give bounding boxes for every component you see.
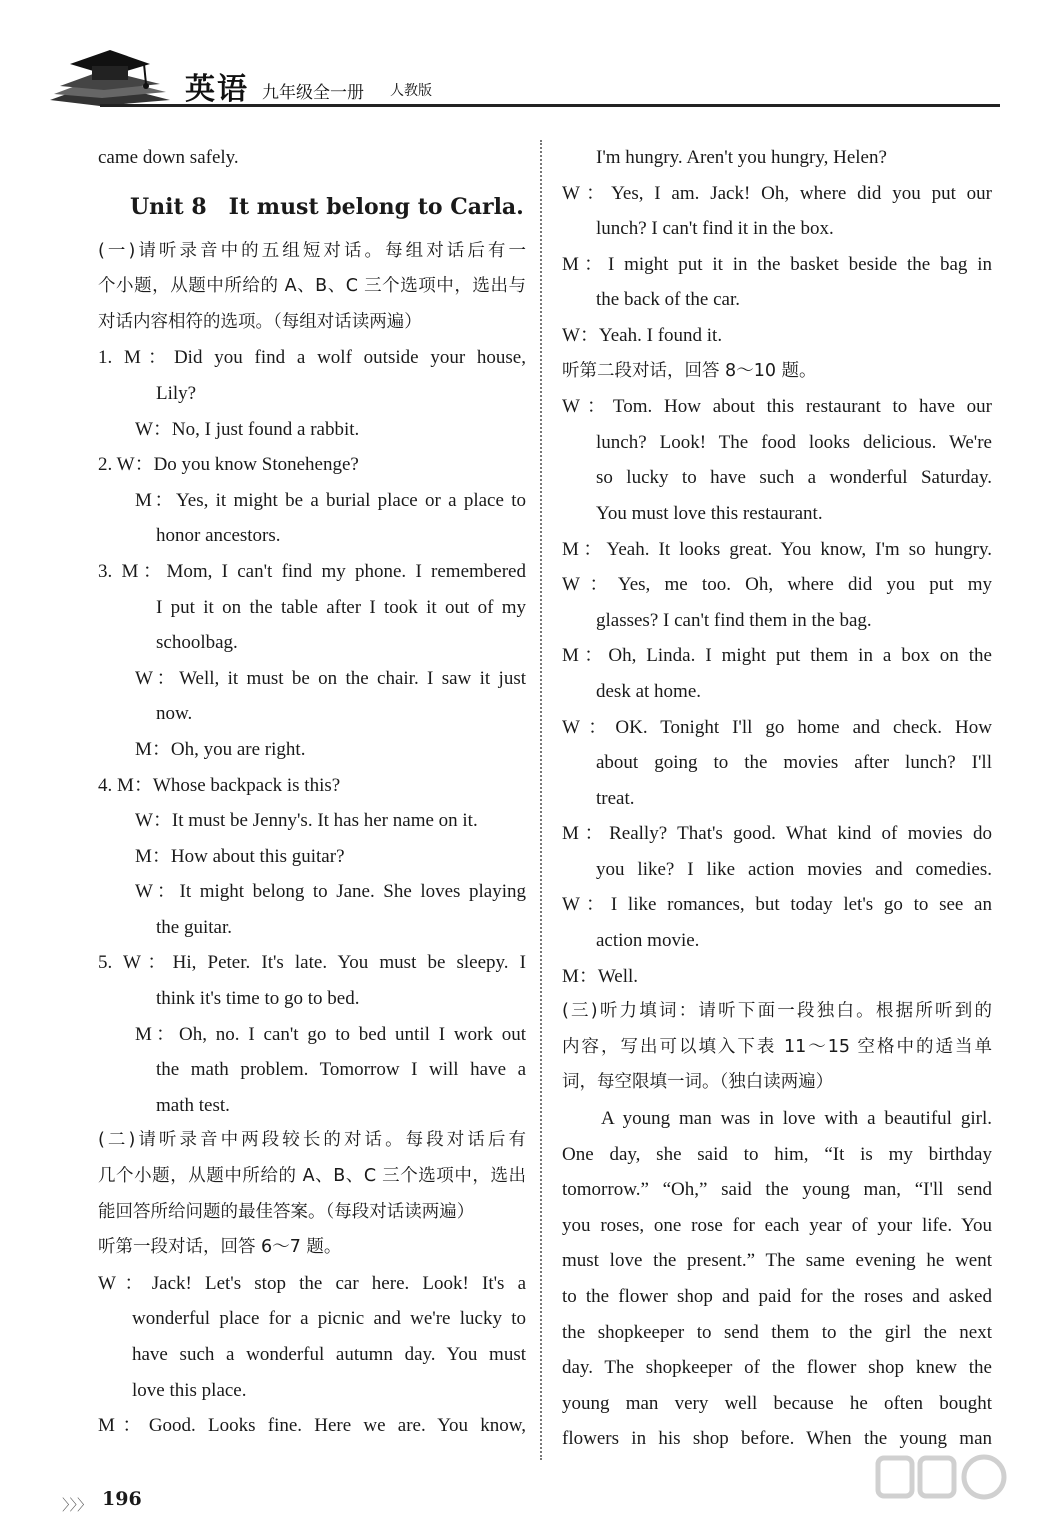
page-header xyxy=(0,0,1055,120)
unit-name: It must belong to Carla. xyxy=(228,193,524,220)
dialogue-line: treat. xyxy=(596,787,635,809)
subject-title: 英语 xyxy=(185,72,249,107)
section-instruction: (一)请听录音中的五组短对话。每组对话后有一 xyxy=(98,240,526,261)
dialogue-line: I'm hungry. Aren't you hungry, Helen? xyxy=(596,147,887,168)
dialogue-line: W：Tom. How about this restaurant to have our xyxy=(562,396,992,418)
passage-line: the shopkeeper to send them to the girl the next xyxy=(562,1321,992,1343)
dialogue-line: 4. M：Whose backpack is this? xyxy=(98,774,341,796)
dialogue-line: about going to the movies after lunch? I'll xyxy=(596,752,992,774)
unit-heading xyxy=(98,176,526,234)
passage-line: young man very well because he often bought xyxy=(562,1392,992,1414)
section-instruction: 对话内容相符的选项。（每组对话读两遍） xyxy=(98,311,422,332)
dialogue-line: W：Yes, me too. Oh, where did you put my xyxy=(562,574,992,596)
dialogue-line: glasses? I can't find them in the bag. xyxy=(596,609,872,631)
dialogue-line: W：Yeah. I found it. xyxy=(562,324,723,346)
dialogue-line: W：Well, it must be on the chair. I saw it just xyxy=(135,667,526,689)
dialogue-line: I put it on the table after I took it out of my xyxy=(156,596,526,618)
dialogue-line: 1. M：Did you find a wolf outside your house, xyxy=(98,347,526,369)
dialogue-line: 2. W：Do you know Stonehenge? xyxy=(98,454,359,476)
dialogue-line: M：I might put it in the basket beside the bag in xyxy=(562,253,992,275)
passage-line: day. The shopkeeper of the flower shop knew the xyxy=(562,1357,992,1379)
grade-label: 九年级全一册 xyxy=(262,83,364,103)
dialogue-line: math test. xyxy=(156,1094,230,1116)
dialogue-line: honor ancestors. xyxy=(156,525,281,547)
passage-line: must love the present.” The same evening he went xyxy=(562,1250,992,1272)
unit-number: Unit 8 xyxy=(130,193,207,220)
section-instruction: 能回答所给问题的最佳答案。（每段对话读两遍） xyxy=(98,1201,475,1222)
watermark-logo xyxy=(868,1454,1018,1530)
dialogue-line: wonderful place for a picnic and we're lucky to xyxy=(132,1308,526,1330)
edition-label: 人教版 xyxy=(390,83,432,99)
dialogue-line: W：No, I just found a rabbit. xyxy=(135,418,360,440)
dialogue-line: M：Oh, you are right. xyxy=(135,738,306,760)
right-column xyxy=(562,140,992,1457)
dialogue-line: the guitar. xyxy=(156,916,232,938)
text-line: came down safely. xyxy=(98,147,239,168)
section-instruction: (三)听力填词：请听下面一段独白。根据所听到的 xyxy=(562,1001,992,1022)
passage-line: you roses, one rose for each year of your life. You xyxy=(562,1214,992,1236)
dialogue-line: M：Good. Looks fine. Here we are. You know, xyxy=(98,1415,526,1437)
dialogue-line: now. xyxy=(156,703,193,725)
dialogue-line: the back of the car. xyxy=(596,289,741,311)
dialogue-line: think it's time to go to bed. xyxy=(156,988,360,1010)
dialogue-line: lunch? Look! The food looks delicious. We're xyxy=(596,431,992,453)
dialogue-line: lunch? I can't find it in the box. xyxy=(596,218,834,240)
dialogue-line: You must love this restaurant. xyxy=(596,502,823,524)
left-column xyxy=(98,140,526,1444)
dialogue-line: so lucky to have such a wonderful Saturday. xyxy=(596,467,992,489)
section-instruction: 内容，写出可以填入下表 11～15 空格中的适当单 xyxy=(562,1036,992,1057)
dialogue-line: W：Jack! Let's stop the car here. Look! It's a xyxy=(98,1272,526,1294)
dialogue-line: 3. M：Mom, I can't find my phone. I remembered xyxy=(98,560,526,582)
dialogue-line: M：Yes, it might be a burial place or a place to xyxy=(135,489,526,511)
dialogue-line: M：Really? That's good. What kind of movies do xyxy=(562,823,992,845)
passage-line: One day, she said to him, “It is my birthday xyxy=(562,1143,992,1165)
dialogue-line: M：Yeah. It looks great. You know, I'm so hungry. xyxy=(562,538,992,560)
column-divider xyxy=(540,140,542,1460)
dialogue-line: desk at home. xyxy=(596,680,702,702)
dialogue-line: schoolbag. xyxy=(156,632,238,654)
dialogue-line: W：Yes, I am. Jack! Oh, where did you put our xyxy=(562,182,992,204)
passage-line: tomorrow.” “Oh,” said the young man, “I'll send xyxy=(562,1179,992,1201)
section-instruction: 几个小题，从题中所给的 A、B、C 三个选项中，选出 xyxy=(98,1166,526,1187)
dialogue-line: have such a wonderful autumn day. You must xyxy=(132,1344,526,1365)
dialogue-line: W：It might belong to Jane. She loves playing xyxy=(135,881,526,903)
dialogue-line: the math problem. Tomorrow I will have a xyxy=(156,1059,526,1081)
passage-line: to the flower shop and paid for the roses and asked xyxy=(562,1286,992,1307)
dialogue-line: Lily? xyxy=(156,382,197,404)
dialogue-line: you like? I like action movies and comedies. xyxy=(596,858,992,880)
dialogue-line: love this place. xyxy=(132,1379,247,1401)
dialogue-line: M：How about this guitar? xyxy=(135,845,345,867)
section-instruction: 词，每空限填一词。（独白读两遍） xyxy=(562,1072,834,1093)
page-number: 196 xyxy=(102,1488,142,1510)
dialogue-line: 5. W：Hi, Peter. It's late. You must be sleepy. I xyxy=(98,952,526,974)
passage-line: flowers in his shop before. When the young man xyxy=(562,1428,992,1450)
dialogue-line: W：I like romances, but today let's go to see an xyxy=(562,894,992,916)
dialogue-line: M：Oh, no. I can't go to bed until I work out xyxy=(135,1023,526,1045)
section-instruction: (二)请听录音中两段较长的对话。每段对话后有 xyxy=(98,1130,526,1151)
graduation-cap-books-logo xyxy=(40,40,180,110)
passage-line: A young man was in love with a beautiful girl. xyxy=(601,1108,992,1130)
dialogue-line: M：Well. xyxy=(562,965,639,987)
dialogue-line: W：OK. Tonight I'll go home and check. How xyxy=(562,716,992,738)
section-instruction: 听第一段对话，回答 6～7 题。 xyxy=(98,1237,342,1258)
dialogue-line: W：It must be Jenny's. It has her name on it. xyxy=(135,810,478,832)
section-instruction: 个小题，从题中所给的 A、B、C 三个选项中，选出与 xyxy=(98,276,526,297)
dialogue-line: M：Oh, Linda. I might put them in a box on the xyxy=(562,645,992,667)
page-arrows-icon: 〉〉〉 xyxy=(62,1496,93,1514)
section-instruction: 听第二段对话，回答 8～10 题。 xyxy=(562,360,817,381)
dialogue-line: action movie. xyxy=(596,930,700,952)
